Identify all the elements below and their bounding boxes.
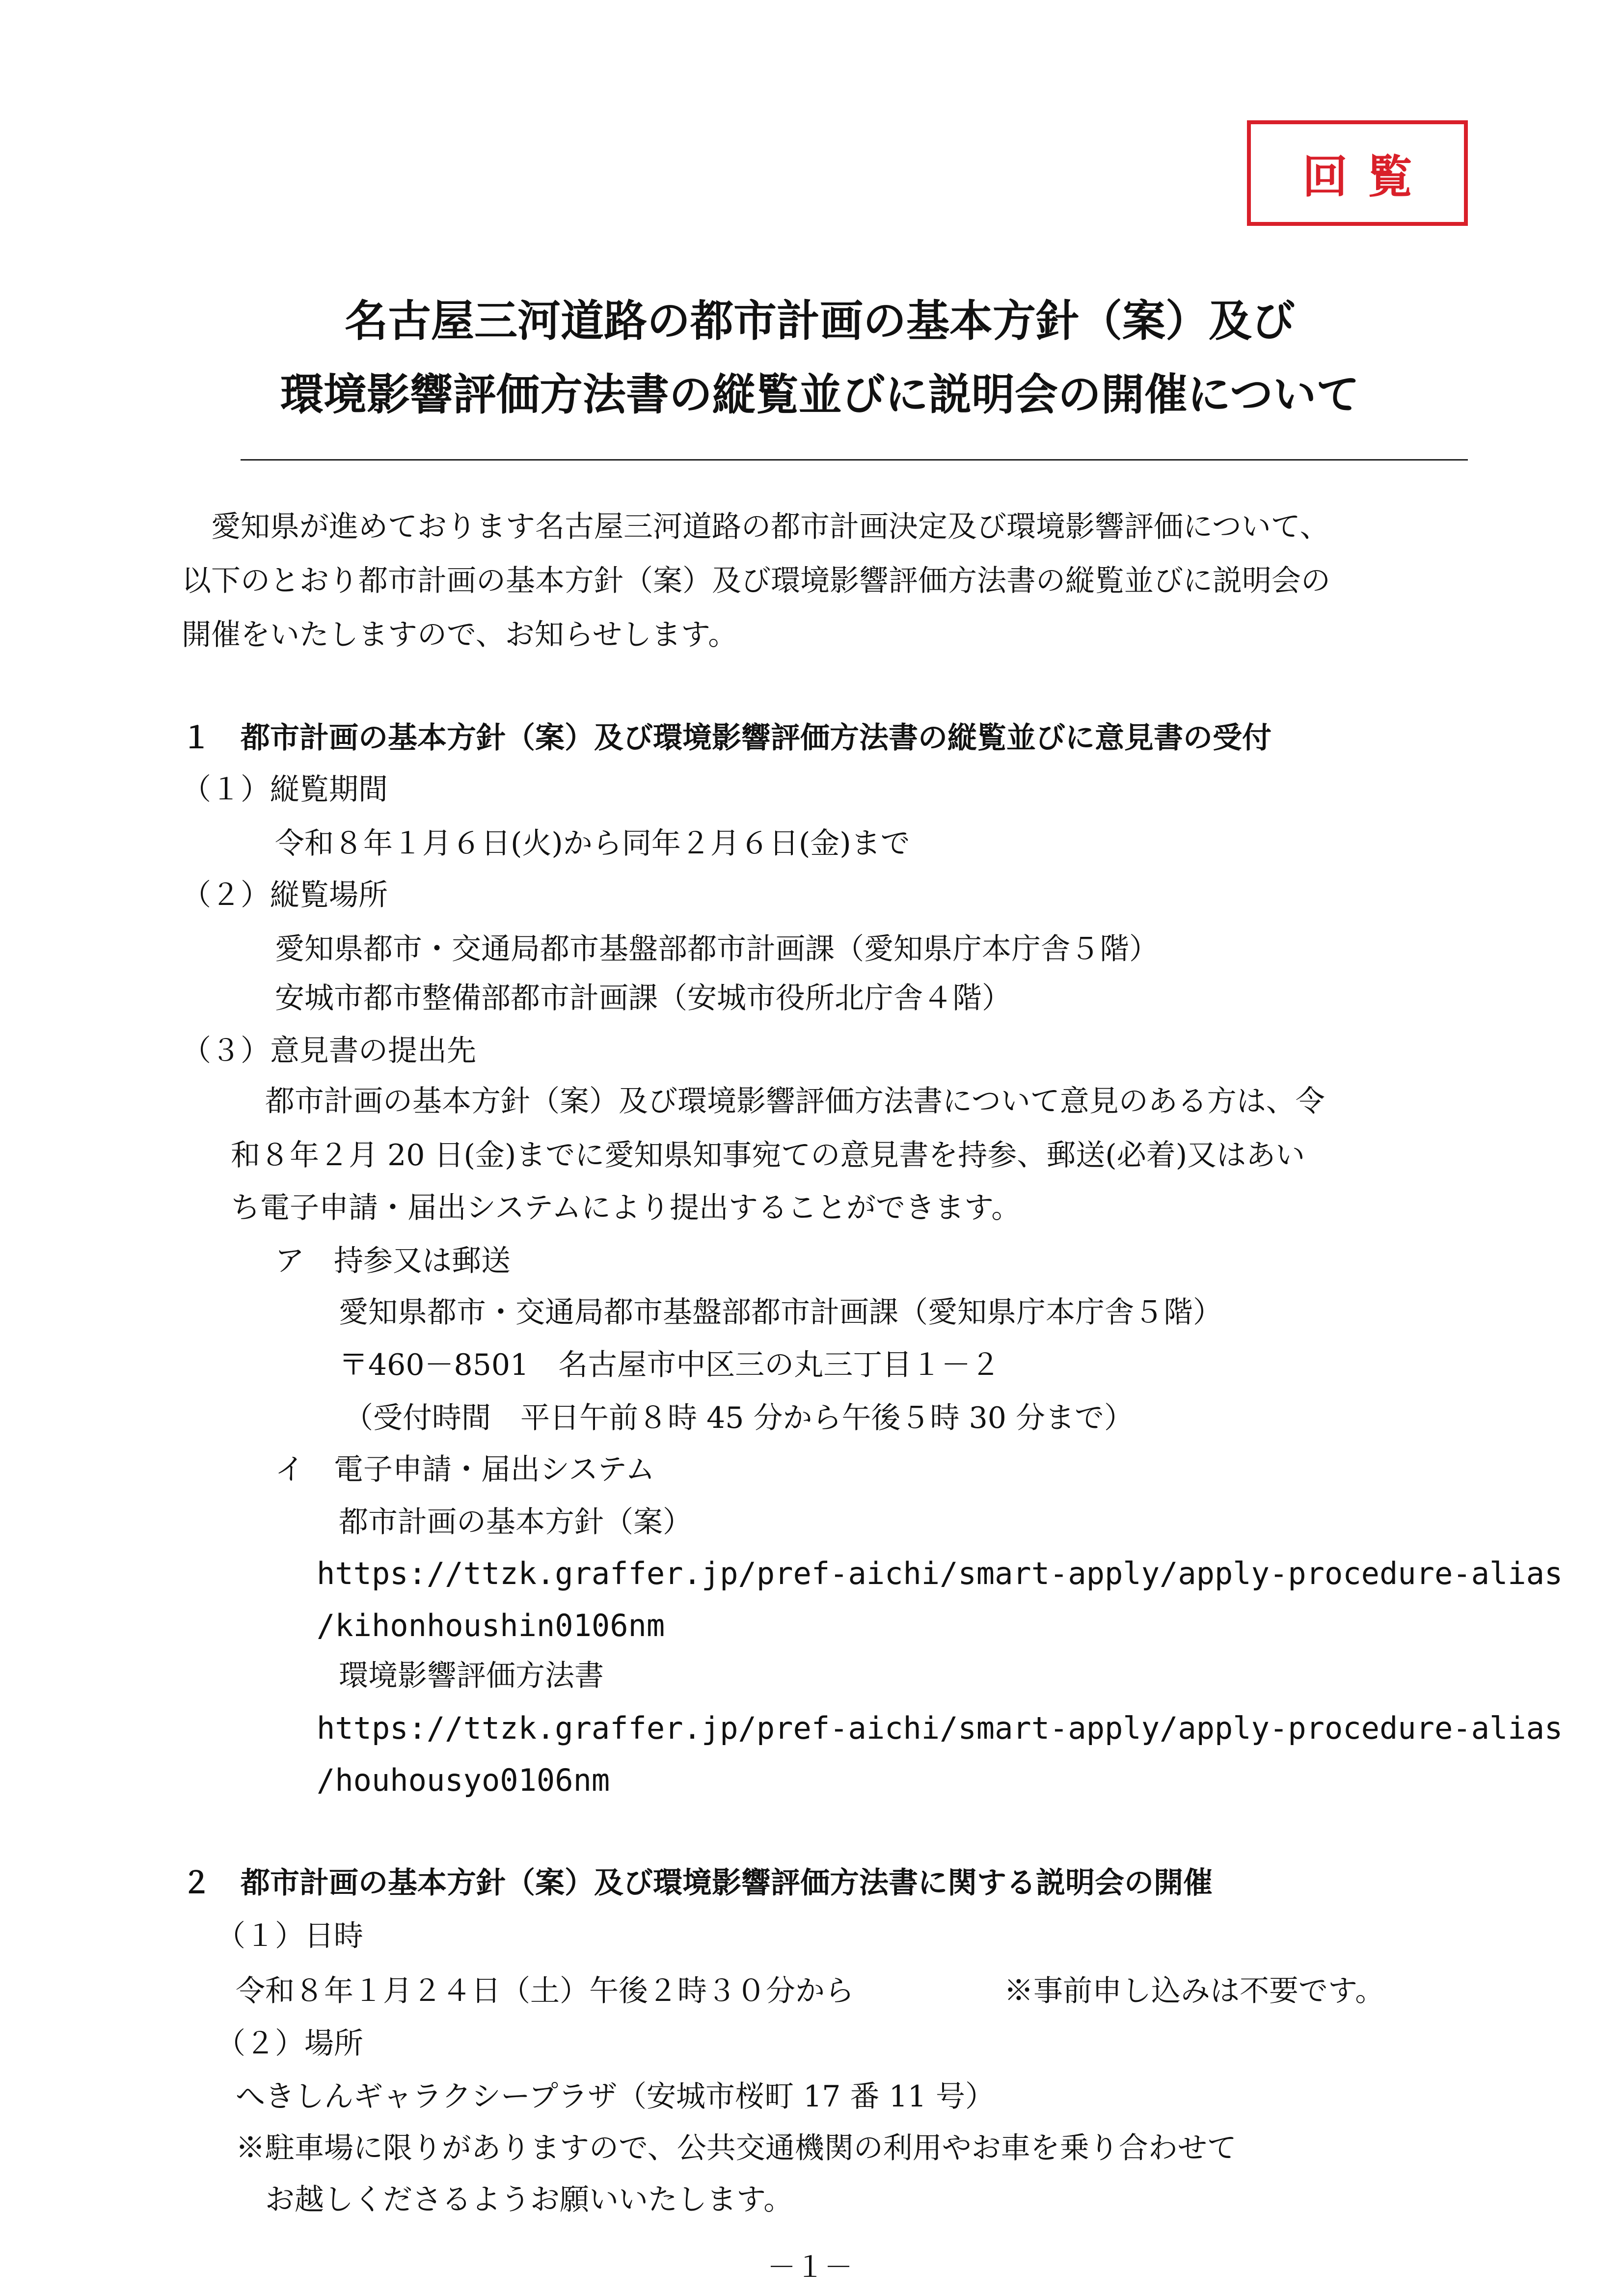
online-item-2-url-line-2[interactable]: /houhousyo0106nm bbox=[317, 1762, 610, 1798]
section-1-sub-2-label: （２）縦覧場所 bbox=[182, 878, 388, 912]
briefing-place: へきしんギャラクシープラザ（安城市桜町 17 番 11 号） bbox=[236, 2079, 995, 2114]
section-1-heading bbox=[182, 723, 1271, 753]
inspection-place-2: 安城市都市整備部都市計画課（安城市役所北庁舎４階） bbox=[275, 981, 1011, 1015]
inspection-period: 令和８年１月６日(火)から同年２月６日(金)まで bbox=[275, 826, 910, 861]
section-1-number: １ bbox=[182, 721, 211, 755]
section-2-title: 都市計画の基本方針（案）及び環境影響評価方法書に関する説明会の開催 bbox=[241, 1866, 1213, 1900]
submission-method-a-label: ア 持参又は郵送 bbox=[275, 1244, 511, 1278]
submission-office: 愛知県都市・交通局都市基盤部都市計画課（愛知県庁本庁舎５階） bbox=[339, 1295, 1222, 1330]
submission-method-b-label: イ 電子申請・届出システム bbox=[275, 1452, 655, 1487]
document-title-line-1: 名古屋三河道路の都市計画の基本方針（案）及び bbox=[344, 296, 1295, 346]
opinion-body-line-3: ち電子申請・届出システムにより提出することができます。 bbox=[231, 1191, 1021, 1225]
section-2-sub-1-label: （１）日時 bbox=[216, 1919, 363, 1953]
online-item-2-title: 環境影響評価方法書 bbox=[339, 1659, 604, 1693]
online-item-1-url-line-1[interactable]: https://ttzk.graffer.jp/pref-aichi/smart-apply/apply-procedure-alias bbox=[317, 1556, 1563, 1591]
intro-line-1: 愛知県が進めております名古屋三河道路の都市計画決定及び環境影響評価について、 bbox=[182, 510, 1329, 544]
online-item-1-title: 都市計画の基本方針（案） bbox=[339, 1505, 692, 1539]
inspection-place-1: 愛知県都市・交通局都市基盤部都市計画課（愛知県庁本庁舎５階） bbox=[275, 932, 1159, 966]
submission-hours: （受付時間 平日午前８時 45 分から午後５時 30 分まで） bbox=[344, 1401, 1134, 1435]
online-item-2-url-line-1[interactable]: https://ttzk.graffer.jp/pref-aichi/smart-apply/apply-procedure-alias bbox=[317, 1710, 1563, 1746]
parking-note-line-1: ※駐車場に限りがありますので、公共交通機関の利用やお車を乗り合わせて bbox=[236, 2131, 1237, 2165]
section-2-sub-2-label: （２）場所 bbox=[216, 2026, 363, 2061]
document-title-line-2: 環境影響評価方法書の縦覧並びに説明会の開催について bbox=[280, 369, 1360, 420]
submission-address: 〒460－8501 名古屋市中区三の丸三丁目１－２ bbox=[339, 1348, 1001, 1382]
stamp-label: 回覧 bbox=[1302, 150, 1432, 203]
briefing-registration-note: ※事前申し込みは不要です。 bbox=[1004, 1974, 1385, 2008]
intro-line-3: 開催をいたしますので、お知らせします。 bbox=[182, 618, 738, 652]
briefing-datetime: 令和８年１月２４日（土）午後２時３０分から bbox=[236, 1974, 854, 2008]
section-1-sub-3-label: （３）意見書の提出先 bbox=[182, 1034, 476, 1068]
page-number: －１－ bbox=[767, 2250, 853, 2284]
intro-line-2: 以下のとおり都市計画の基本方針（案）及び環境影響評価方法書の縦覧並びに説明会の bbox=[182, 564, 1330, 598]
section-2-heading bbox=[182, 1868, 1213, 1898]
opinion-body-line-1: 都市計画の基本方針（案）及び環境影響評価方法書について意見のある方は、令 bbox=[265, 1084, 1325, 1119]
online-item-1-url-line-2[interactable]: /kihonhoushin0106nm bbox=[317, 1608, 665, 1643]
parking-note-line-2: お越しくださるようお願いいたします。 bbox=[265, 2183, 793, 2217]
section-2-number: ２ bbox=[182, 1866, 211, 1900]
section-1-title: 都市計画の基本方針（案）及び環境影響評価方法書の縦覧並びに意見書の受付 bbox=[241, 721, 1271, 755]
title-divider bbox=[241, 459, 1468, 461]
section-1-sub-1-label: （１）縦覧期間 bbox=[182, 772, 388, 807]
opinion-body-line-2: 和８年２月 20 日(金)までに愛知県知事宛ての意見書を持参、郵送(必着)又はあい bbox=[231, 1138, 1305, 1173]
circulation-stamp bbox=[1247, 120, 1468, 226]
